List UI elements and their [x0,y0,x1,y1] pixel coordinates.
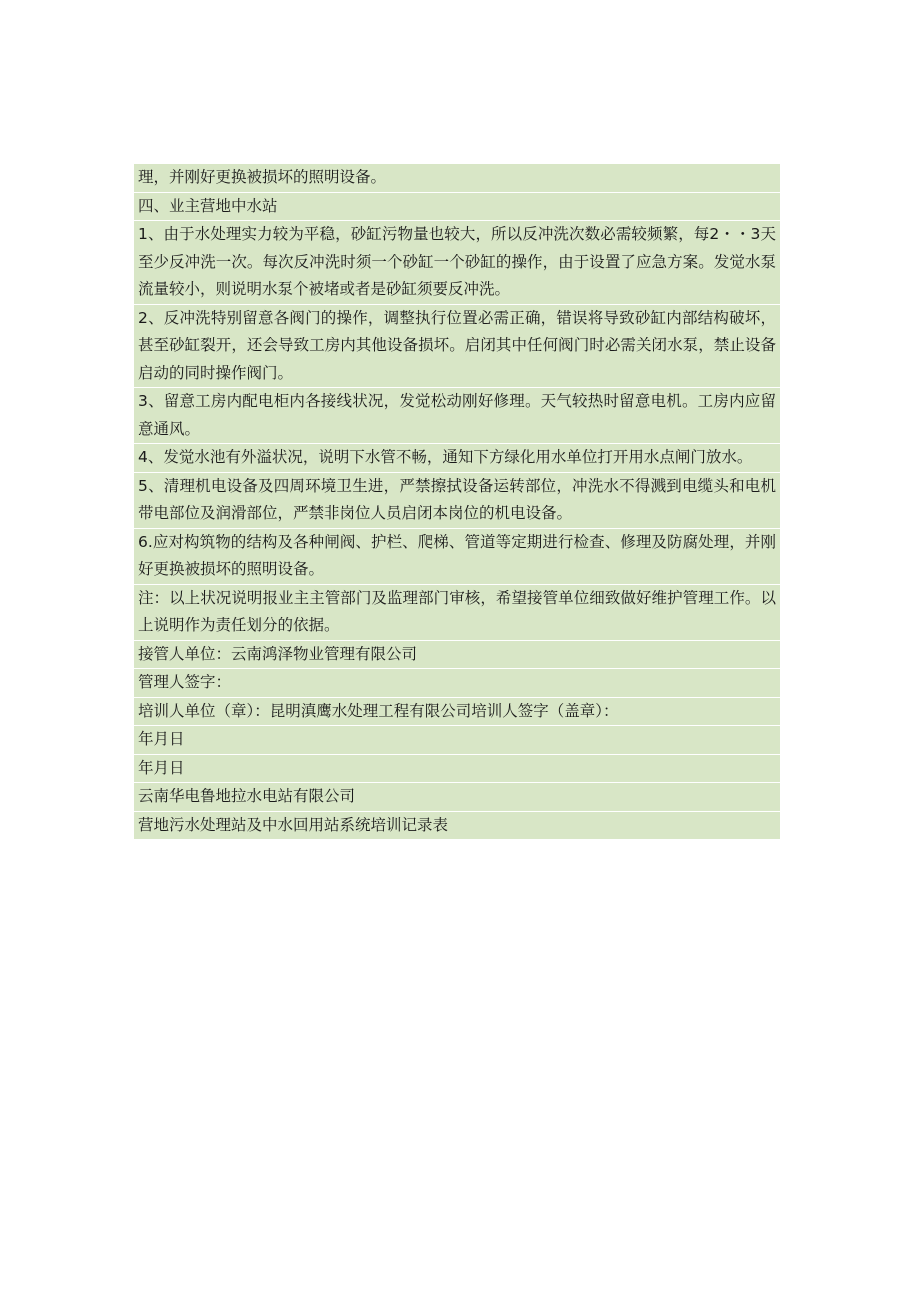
date-line: 年月日 [134,725,780,754]
paragraph-item-4: 4、发觉水池有外溢状况，说明下水管不畅，通知下方绿化用水单位打开用水点闸门放水。 [134,443,780,472]
date-line: 年月日 [134,754,780,783]
note-paragraph: 注：以上状况说明报业主主管部门及监理部门审核，希望接管单位细致做好维护管理工作。以上说明作为责任划分的依据。 [134,584,780,640]
paragraph-item-2: 2、反冲洗特别留意各阀门的操作，调整执行位置必需正确，错误将导致砂缸内部结构破坏，甚至砂缸裂开，还会导致工房内其他设备损坏。启闭其中任何阀门时必需关闭水泵，禁止设备启动的同时操作阀门。 [134,304,780,388]
paragraph-item-5: 5、清理机电设备及四周环境卫生进，严禁擦拭设备运转部位，冲洗水不得溅到电缆头和电机带电部位及润滑部位，严禁非岗位人员启闭本岗位的机电设备。 [134,472,780,528]
manager-signature: 管理人签字： [134,668,780,697]
document-body [134,164,780,839]
paragraph-item-1: 1、由于水处理实力较为平稳，砂缸污物量也较大，所以反冲洗次数必需较频繁，每2・・3天至少反冲洗一次。每次反冲洗时须一个砂缸一个砂缸的操作，由于设置了应急方案。发觉水泵流量较小，则说明水泵个被堵或者是砂缸须要反冲洗。 [134,220,780,304]
paragraph-item-3: 3、留意工房内配电柜内各接线状况，发觉松动刚好修理。天气较热时留意电机。工房内应留意通风。 [134,387,780,443]
trainer-unit: 培训人单位（章）：昆明滇鹰水处理工程有限公司培训人签字（盖章）： [134,697,780,726]
paragraph-item-6: 6.应对构筑物的结构及各种闸阀、护栏、爬梯、管道等定期进行检查、修理及防腐处理，并刚好更换被损坏的照明设备。 [134,528,780,584]
text-line: 理，并刚好更换被损坏的照明设备。 [138,168,387,186]
section-heading: 四、业主营地中水站 [134,192,780,221]
form-title: 营地污水处理站及中水回用站系统培训记录表 [134,811,780,840]
receiver-unit: 接管人单位：云南鸿泽物业管理有限公司 [134,640,780,669]
company-name: 云南华电鲁地拉水电站有限公司 [134,782,780,811]
